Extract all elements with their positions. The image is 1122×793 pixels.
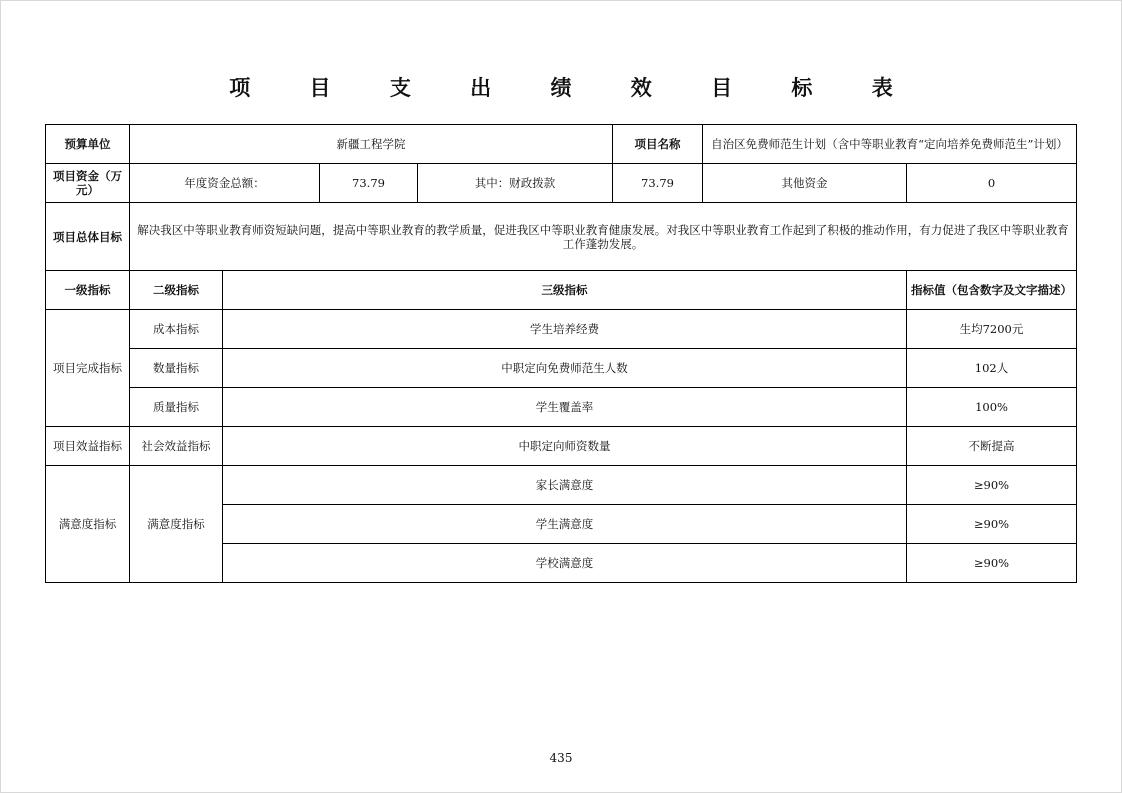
funds-row (46, 164, 1077, 203)
table-row (46, 349, 1077, 388)
fiscal-value: 73.79 (613, 164, 703, 203)
page-title: 项 目 支 出 绩 效 目 标 表 (229, 76, 919, 100)
level3-cell: 学生培养经费 (223, 310, 907, 349)
performance-target-table (45, 124, 1077, 583)
level3-cell: 学生满意度 (223, 505, 907, 544)
level2-cell: 成本指标 (130, 310, 223, 349)
level3-header: 三级指标 (223, 271, 907, 310)
fiscal-label: 其中：财政拨款 (418, 164, 613, 203)
funds-label: 项目资金（万元） (46, 164, 130, 203)
other-funds-value: 0 (907, 164, 1077, 203)
goal-row (46, 203, 1077, 271)
level3-cell: 学校满意度 (223, 544, 907, 583)
level2-cell: 社会效益指标 (130, 427, 223, 466)
table-row (46, 466, 1077, 505)
annual-total-value: 73.79 (320, 164, 418, 203)
value-cell: ≥90% (907, 466, 1077, 505)
satisfaction-group-label: 满意度指标 (46, 466, 130, 583)
value-cell: ≥90% (907, 505, 1077, 544)
table-row (46, 427, 1077, 466)
level2-header: 二级指标 (130, 271, 223, 310)
level2-cell: 数量指标 (130, 349, 223, 388)
table-row (46, 388, 1077, 427)
level2-cell: 质量指标 (130, 388, 223, 427)
benefit-group-label: 项目效益指标 (46, 427, 130, 466)
level3-cell: 学生覆盖率 (223, 388, 907, 427)
value-cell: ≥90% (907, 544, 1077, 583)
budget-unit-row (46, 125, 1077, 164)
header-row (46, 271, 1077, 310)
level2-cell: 满意度指标 (130, 466, 223, 583)
goal-text: 解决我区中等职业教育师资短缺问题，提高中等职业教育的教学质量，促进我区中等职业教育健康发展。对我区中等职业教育工作起到了积极的推动作用，有力促进了我区中等职业教育工作蓬勃发展。 (130, 203, 1077, 271)
budget-unit-value: 新疆工程学院 (130, 125, 613, 164)
value-cell: 100% (907, 388, 1077, 427)
value-cell: 102人 (907, 349, 1077, 388)
other-funds-label: 其他资金 (703, 164, 907, 203)
level3-cell: 家长满意度 (223, 466, 907, 505)
goal-label: 项目总体目标 (46, 203, 130, 271)
table-row (46, 310, 1077, 349)
budget-unit-label: 预算单位 (46, 125, 130, 164)
page-number: 435 (549, 751, 573, 765)
level3-cell: 中职定向免费师范生人数 (223, 349, 907, 388)
annual-total-label: 年度资金总额： (130, 164, 320, 203)
value-cell: 不断提高 (907, 427, 1077, 466)
value-cell: 生均7200元 (907, 310, 1077, 349)
project-name-label: 项目名称 (613, 125, 703, 164)
value-header: 指标值（包含数字及文字描述） (907, 271, 1077, 310)
completion-group-label: 项目完成指标 (46, 310, 130, 427)
project-name-value: 自治区免费师范生计划（含中等职业教育“定向培养免费师范生”计划） (703, 125, 1077, 164)
level1-header: 一级指标 (46, 271, 130, 310)
level3-cell: 中职定向师资数量 (223, 427, 907, 466)
